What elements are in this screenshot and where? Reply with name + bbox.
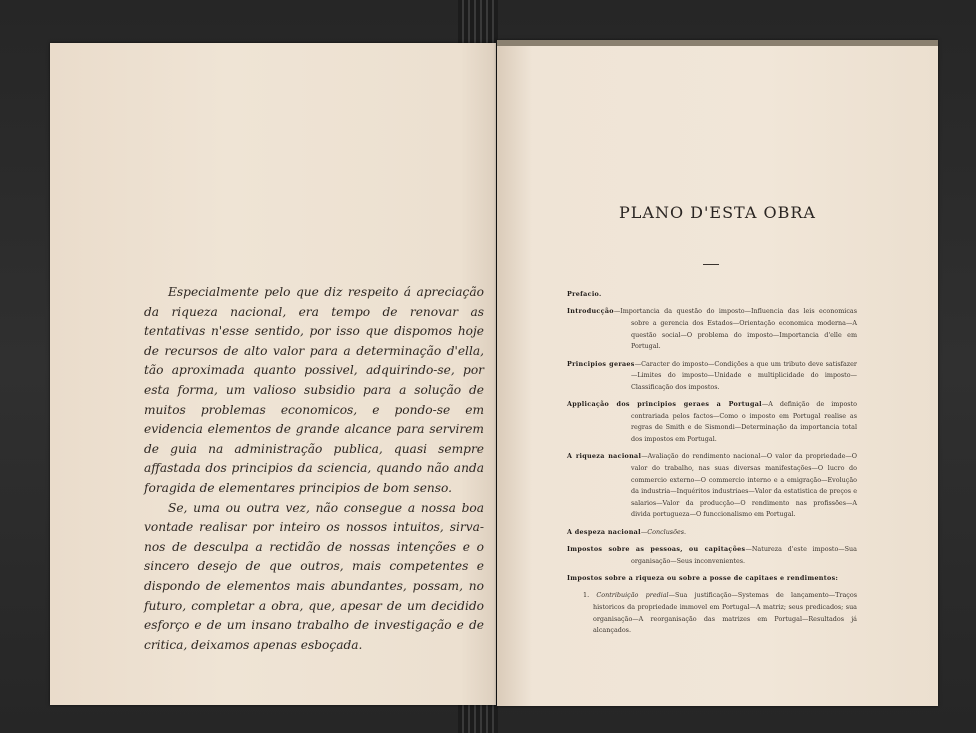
preface-text [144,283,484,655]
left-page [50,43,496,705]
toc-entry: Impostos sobre a riqueza ou sobre a posse de capitaes e rendimentos: [567,574,839,583]
title-divider [703,264,719,265]
paragraph-2: Se, uma ou outra vez, não consegue a nossa boa vontade realisar por inteiro os nossos intuitos, sirva-nos de desculpa a rectidão de nossas intenções e o sincero desejo de que outros, mais competentes e dispondo de elementos mais abundantes, possam, no futuro, completar a obra, que, apesar de um decidido esforço e de um insano trabalho de investigação e de critica, deixamos apenas esboçada. [144,500,484,652]
table-of-contents [567,289,857,637]
right-page [497,40,938,706]
toc-entry: Applicação dos principios geraes a Portugal—A definição de imposto contrariada pelos factos—Como o imposto em Portugal realise as regras de Smith e de Sismondi—Determinação da importancia total dos impostos em Portugal. [567,400,857,443]
toc-entry: Principios geraes—Caracter do imposto—Condições a que um tributo deve satisfazer—Limites do imposto—Unidade e multiplicidade do imposto—Classificação dos impostos. [567,359,857,391]
page-top-edge [497,40,938,46]
toc-entry: Introducção—Importancia da questão do imposto—Influencia das leis economicas sobre a gerencia dos Estados—Orientação economica moderna—A questão social—O problema do imposto—Importancia d'elle em Portugal. [567,307,857,351]
paragraph-1: Especialmente pelo que diz respeito á apreciação da riqueza nacional, era tempo de renovar as tentativas n'esse sentido, por isso que dispomos hoje de recursos de alto valor para a determinação d'ella, tão aproximada quanto possivel, adquirindo-se, por esta forma, um valioso subsidio para a solução de muitos problemas economicos, e pondo-se em evidencia elementos de grande alcance para servirem de guia na administração publica, quasi sempre affastada dos principios da sciencia, quando não anda foragida de elementares principios de bom senso. [144,285,484,495]
toc-entry: A riqueza nacional—Avaliação do rendimento nacional—O valor da propriedade—O valor do trabalho, nas suas diversas manifestações—O lucro do commercio externo—O commercio interno e a emigração—Evolução da industria—Inquéritos industriaes—Valor da estatistica de preços e salarios—Valor da producção—O rendimento nas profissões—A divida portugueza—O funccionalismo em Portugal. [567,452,857,519]
toc-entry: A despeza nacional—Conclusões. [567,527,687,536]
page-title: PLANO D'ESTA OBRA [619,203,816,222]
toc-entry: Impostos sobre as pessoas, ou capitações—Natureza d'este imposto—Sua organisação—Seus inconvenientes. [567,545,857,565]
toc-entry: Prefacio. [567,290,602,298]
toc-sub-entry: 1. Contribuição predial—Sua justificação—Systemas de lançamento—Traços historicos da propriedade immovel em Portugal—A matriz; seus predicados; sua organisação—A reorganisação das matrizes em Portugal—Resultados já alcançados. [583,591,857,635]
